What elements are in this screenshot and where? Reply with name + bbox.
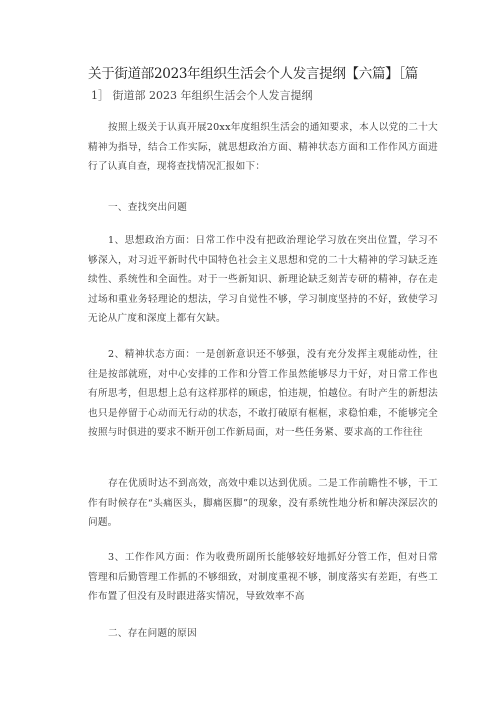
section-heading-1: 一、查找突出问题 [108,202,188,213]
paragraph-thought-politics-text: 1、思想政治方面：日常工作中没有把政治理论学习放在突出位置，学习不够深入，对习近平新时代中国特色社会主义思想和党的二十大精神的学习缺乏连续性、系统性和全面性。对于一些新知识、新理论缺乏刻苦专研的精神，存在走过场和重业务轻理论的想法，学习自觉性不够，学习制度坚持的不好，致使学习无论从广度和深度上都有欠缺。 [88,235,438,325]
paragraph-work-style-text: 3、工作作风方面：作为收费所副所长能够较好地抓好分管工作，但对日常管理和后勤管理工作抓的不够细致，对制度重视不够，制度落实有差距，有些工作布置了但没有及时跟进落实情况，导致效率不高 [88,552,438,603]
paragraph-continuation [88,474,438,533]
intro-paragraph [88,118,438,177]
document-title: 关于街道部2023年组织生活会个人发言提纲【六篇】［篇 [88,66,419,82]
document-subtitle: 1］ 街道部 2023 年组织生活会个人发言提纲 [91,89,313,102]
paragraph-work-style [88,548,438,607]
section-heading-2: 二、存在问题的原因 [108,628,198,639]
paragraph-thought-politics [88,231,438,329]
title-block [88,64,433,106]
paragraph-mental-state [88,345,438,443]
intro-text: 按照上级关于认真开展20xx年度组织生活会的通知要求，本人以党的二十大精神为指导，结合工作实际，就思想政治方面、精神状态方面和工作作风方面进行了认真自查，现将查找情况汇报如下： [88,122,438,173]
paragraph-continuation-text: 存在优质时达不到高效，高效中难以达到优质。二是工作前瞻性不够，干工作有时候存在“头痛医头，脚痛医脚”的现象，没有系统性地分析和解决深层次的问题。 [88,478,438,529]
paragraph-mental-state-text: 2、精神状态方面：一是创新意识还不够强，没有充分发挥主观能动性，往往是按部就班，对中心安排的工作和分管工作虽然能够尽力干好，对日常工作也有所思考，但思想上总有这样那样的顾虑，怕违规，怕越位。有时产生的新想法也只是停留于心动而无行动的状态，不敢打破原有框框，求稳怕难，不能够完全按照与时俱进的要求不断开创工作新局面，对一些任务紧、要求高的工作往往 [88,349,438,439]
